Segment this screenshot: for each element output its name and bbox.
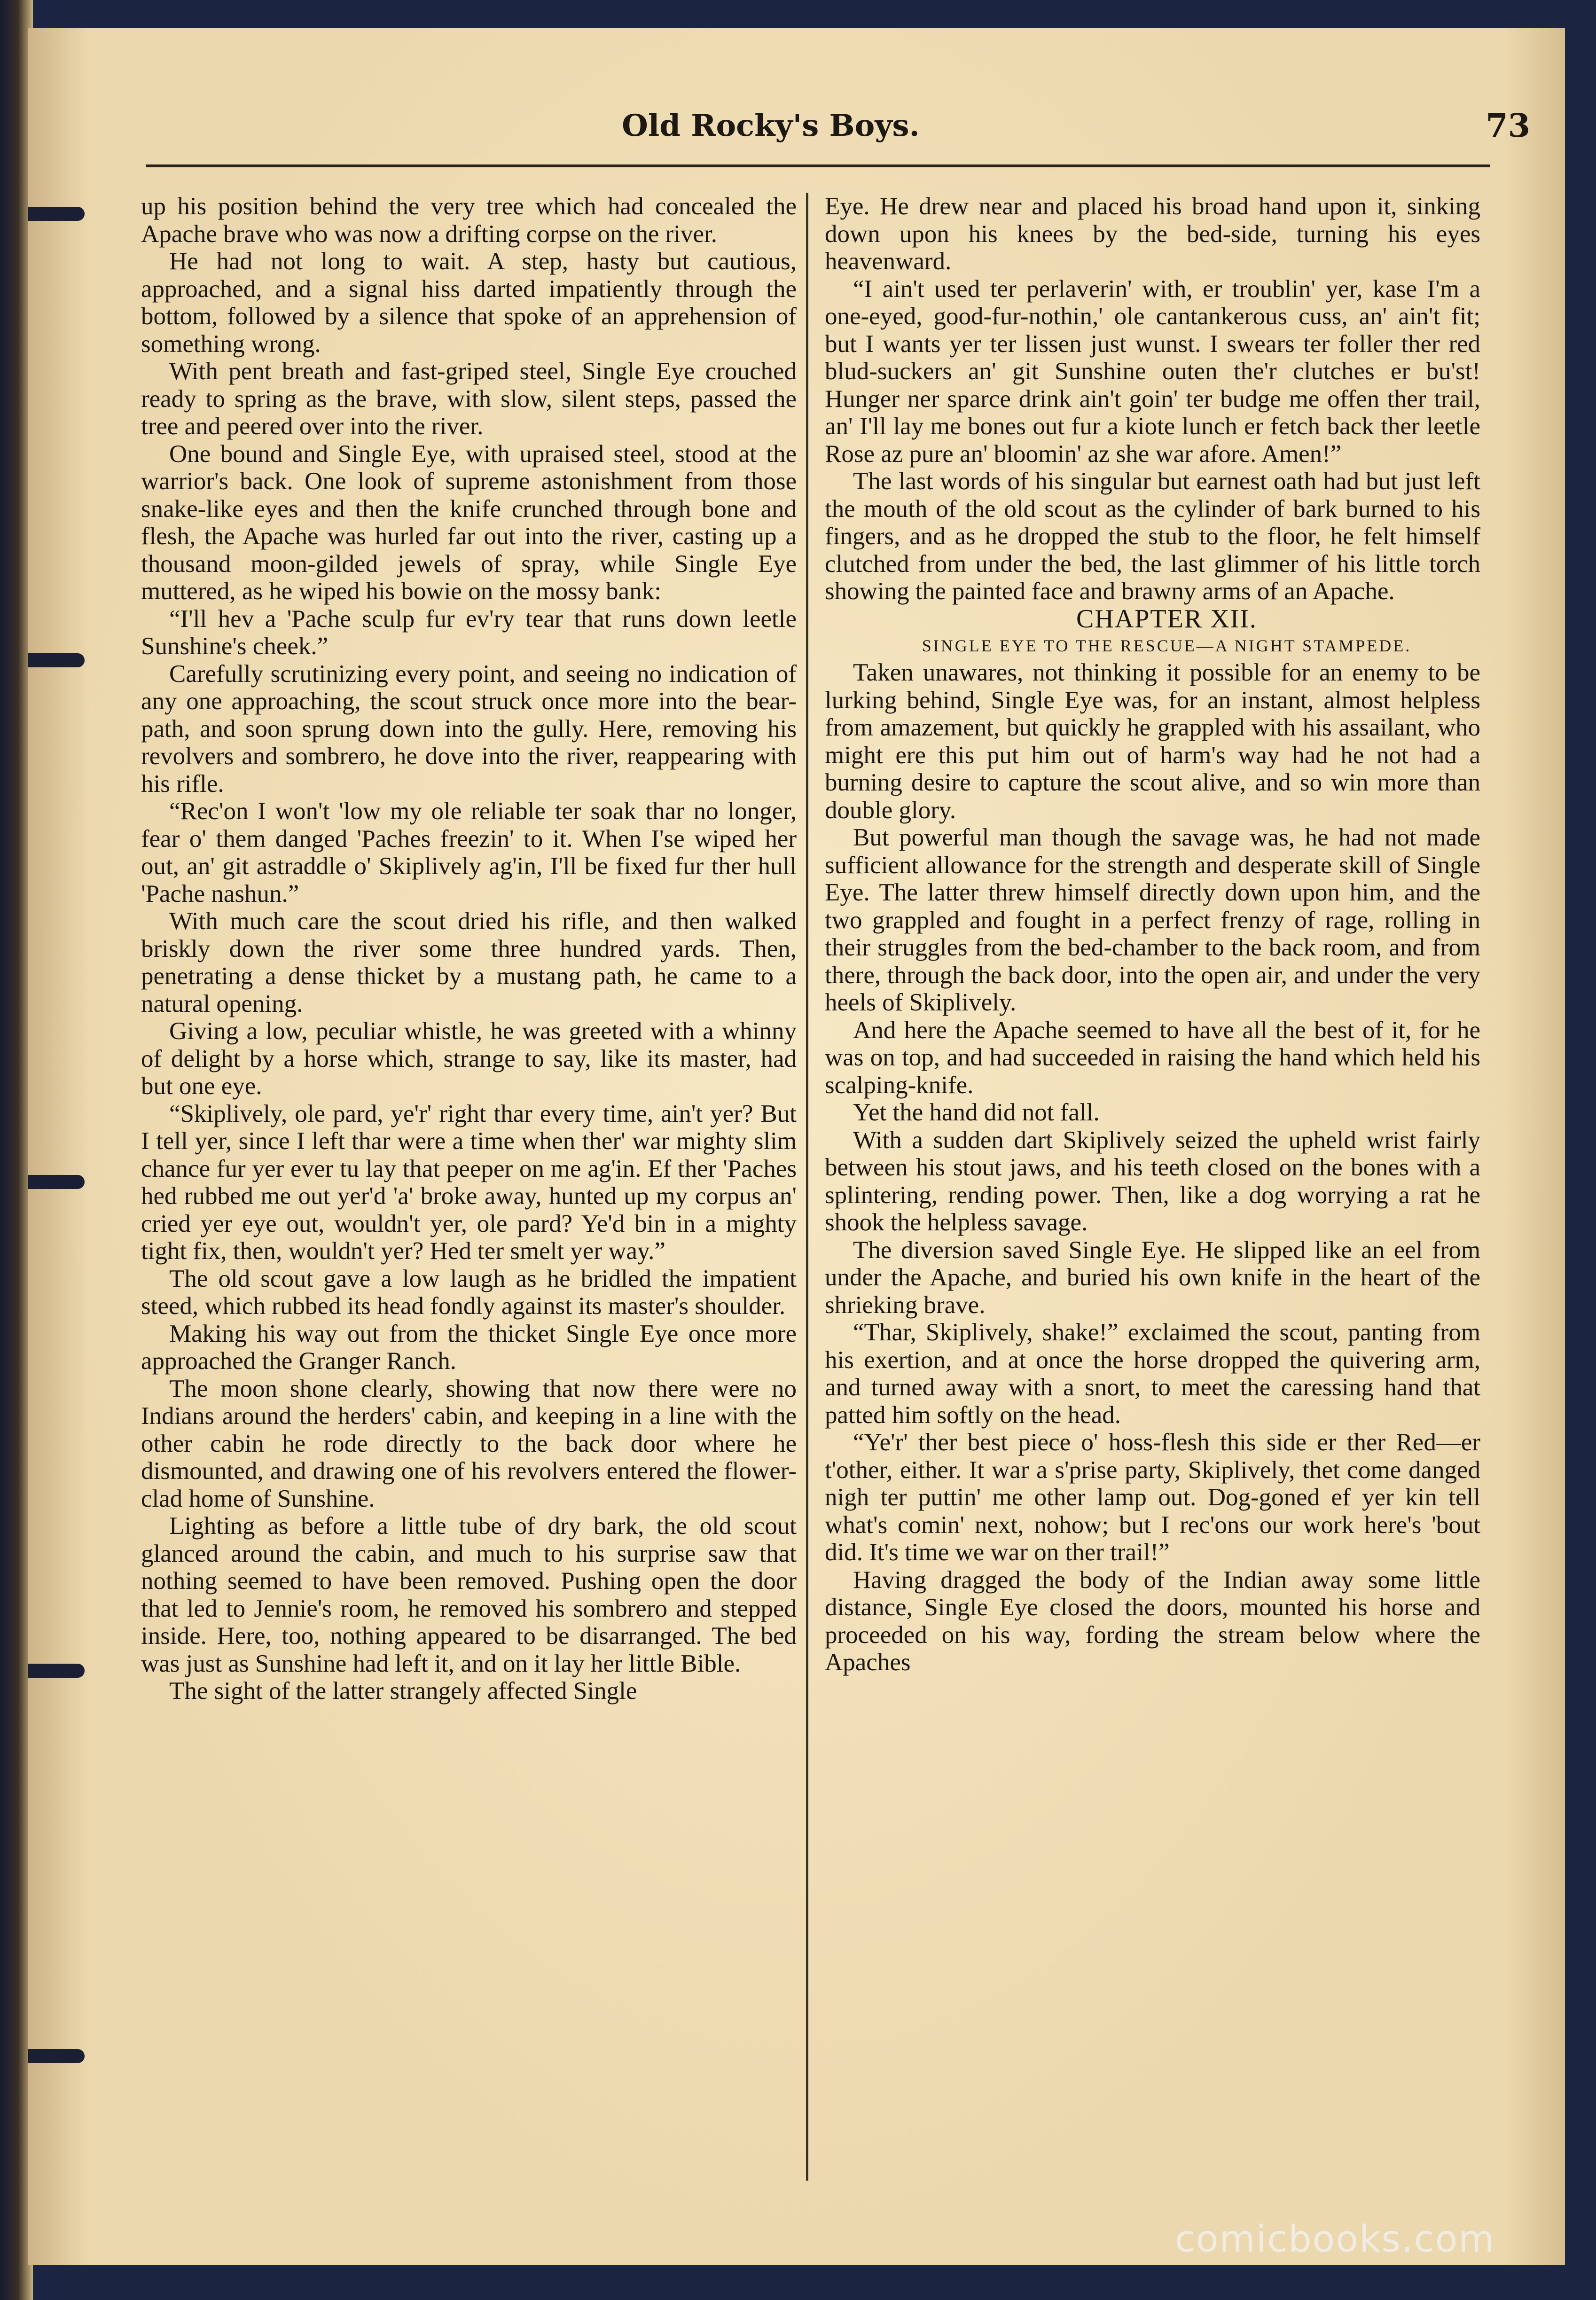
- header-rule: [146, 164, 1490, 167]
- paragraph: The old scout gave a low laugh as he bridled the impatient steed, which rubbed its head fondly against its master's shoulder.: [141, 1265, 797, 1320]
- binding-stitch: [28, 1175, 85, 1189]
- paragraph: The diversion saved Single Eye. He slipped like an eel from under the Apache, and buried his own knife in the heart of the shrieking brave.: [825, 1236, 1480, 1319]
- paragraph: The last words of his singular but earnest oath had but just left the mouth of the old scout as the cylinder of bark burned to his fingers, and as he dropped the stub to the floor, he felt himself clutched from under the bed, the last glimmer of his little torch showing the painted face and brawny arms of an Apache.: [825, 468, 1480, 605]
- column-divider: [806, 193, 808, 2181]
- paragraph: And here the Apache seemed to have all the best of it, for he was on top, and had succeeded in raising the hand which held his scalping-knife.: [825, 1016, 1480, 1099]
- right-column: [825, 193, 1480, 2181]
- paragraph: With much care the scout dried his rifle, and then walked briskly down the river some three hundred yards. Then, penetrating a dense thicket by a mustang path, he came to a natural opening.: [141, 907, 797, 1017]
- chapter-subtitle: SINGLE EYE TO THE RESCUE—A NIGHT STAMPEDE.: [922, 636, 1412, 655]
- watermark: comicbooks.com: [1175, 2218, 1495, 2261]
- left-column: [141, 193, 797, 2181]
- paragraph: Having dragged the body of the Indian away some little distance, Single Eye closed the doors, mounted his horse and proceeded on his way, fording the stream below where the Apaches: [825, 1566, 1480, 1676]
- paragraph: With pent breath and fast-griped steel, Single Eye crouched ready to spring as the brave, with slow, silent steps, passed the tree and peered over into the river.: [141, 358, 797, 440]
- paragraph: Making his way out from the thicket Single Eye once more approached the Granger Ranch.: [141, 1320, 797, 1375]
- paragraph: But powerful man though the savage was, he had not made sufficient allowance for the strength and desperate skill of Single Eye. The latter threw himself directly down upon him, and the two grappled and fought in a perfect frenzy of rage, rolling in their struggles from the bed-chamber to the back room, and from there, through the back door, into the open air, and under the very heels of Skiplively.: [825, 824, 1480, 1016]
- paragraph: One bound and Single Eye, with upraised steel, stood at the warrior's back. One look of supreme astonishment from those snake-like eyes and then the knife crunched through bone and flesh, the Apache was hurled far out into the river, casting up a thousand moon-gilded jewels of spray, while Single Eye muttered, as he wiped his bowie on the mossy bank:: [141, 440, 797, 605]
- paragraph: “Skiplively, ole pard, ye'r' right thar every time, ain't yer? But I tell yer, since I left thar were a time when ther' war mighty slim chance fur yer ever tu lay that peeper on me ag'in. Ef ther 'Paches hed rubbed me out yer'd 'a' broke away, hunted up my corpus an' cried yer eye out, wouldn't yer, ole pard? Ye'd bin in a mighty tight fix, then, wouldn't yer? Hed ter smelt yer way.”: [141, 1100, 797, 1265]
- binding-stitch: [28, 1664, 85, 1678]
- paragraph: “Ye'r' ther best piece o' hoss-flesh this side er ther Red—er t'other, either. It war a s'prise party, Skiplively, thet come danged nigh ter puttin' me other lamp out. Dog-goned ef yer kin tell what's comin' next, nohow; but I rec'ons our work here's 'bout did. It's time we war on ther trail!”: [825, 1429, 1480, 1566]
- chapter-title: CHAPTER XII.: [1076, 604, 1257, 634]
- paragraph: He had not long to wait. A step, hasty but cautious, approached, and a signal hiss darted impatiently through the bottom, followed by a silence that spoke of an apprehension of something wrong.: [141, 248, 797, 358]
- running-title: Old Rocky's Boys.: [622, 108, 920, 143]
- paragraph: “Thar, Skiplively, shake!” exclaimed the scout, panting from his exertion, and at once the horse dropped the quivering arm, and turned away with a snort, to meet the caressing hand that patted him softly on the head.: [825, 1319, 1480, 1429]
- paragraph: “I ain't used ter perlaverin' with, er troublin' yer, kase I'm a one-eyed, good-fur-nothin,' ole cantankerous cuss, an' ain't fit; but I wants yer ter lissen just wunst. I swears ter foller ther red blud-suckers an' git Sunshine outen the'r clutches er bu'st! Hunger ner sparce drink ain't goin' ter budge me offen ther trail, an' I'll lay me bones out fur a kiote lunch er fetch back ther leetle Rose az pure an' bloomin' az she war afore. Amen!”: [825, 275, 1480, 468]
- binding-stitch: [28, 2049, 85, 2063]
- paragraph: The sight of the latter strangely affected Single: [169, 1677, 637, 1705]
- paragraph: “Rec'on I won't 'low my ole reliable ter soak thar no longer, fear o' them danged 'Paches freezin' to it. When I'se wiped her out, an' git astraddle o' Skiplively ag'in, I'll be fixed fur ther hull 'Pache nashun.”: [141, 798, 797, 907]
- paragraph: Taken unawares, not thinking it possible for an enemy to be lurking behind, Single Eye was, for an instant, almost helpless from amazement, but quickly he grappled with his assailant, who might ere this put him out of harm's way had he not had a burning desire to capture the scout alive, and so win more than double glory.: [825, 659, 1480, 824]
- paragraph: up his position behind the very tree which had concealed the Apache brave who was now a drifting corpse on the river.: [141, 193, 797, 248]
- paragraph: Giving a low, peculiar whistle, he was greeted with a whinny of delight by a horse which, strange to say, like its master, had but one eye.: [141, 1017, 797, 1100]
- paragraph: “I'll hev a 'Pache sculp fur ev'ry tear that runs down leetle Sunshine's cheek.”: [141, 605, 797, 660]
- paragraph: Eye. He drew near and placed his broad hand upon it, sinking down upon his knees by the bed-side, turning his eyes heavenward.: [825, 193, 1480, 275]
- binding-stitch: [28, 653, 85, 667]
- paragraph: With a sudden dart Skiplively seized the upheld wrist fairly between his stout jaws, and his teeth closed on the bones with a splintering, rending power. Then, like a dog worrying a rat he shook the helpless savage.: [825, 1126, 1480, 1236]
- paragraph: Yet the hand did not fall.: [853, 1099, 1100, 1126]
- paragraph: Lighting as before a little tube of dry bark, the old scout glanced around the cabin, and much to his surprise saw that nothing seemed to have been removed. Pushing open the door that led to Jennie's room, he removed his sombrero and stepped inside. Here, too, nothing appeared to be disarranged. The bed was just as Sunshine had left it, and on it lay her little Bible.: [141, 1512, 797, 1677]
- page-number: 73: [1486, 107, 1530, 145]
- paragraph: The moon shone clearly, showing that now there were no Indians around the herders' cabin, and keeping in a line with the other cabin he rode directly to the back door where he dismounted, and drawing one of his revolvers entered the flower-clad home of Sunshine.: [141, 1375, 797, 1512]
- paragraph: Carefully scrutinizing every point, and seeing no indication of any one approaching, the scout struck once more into the bear-path, and soon sprung down into the gully. Here, removing his revolvers and sombrero, he dove into the river, reappearing with his rifle.: [141, 660, 797, 798]
- binding-stitch: [28, 207, 85, 221]
